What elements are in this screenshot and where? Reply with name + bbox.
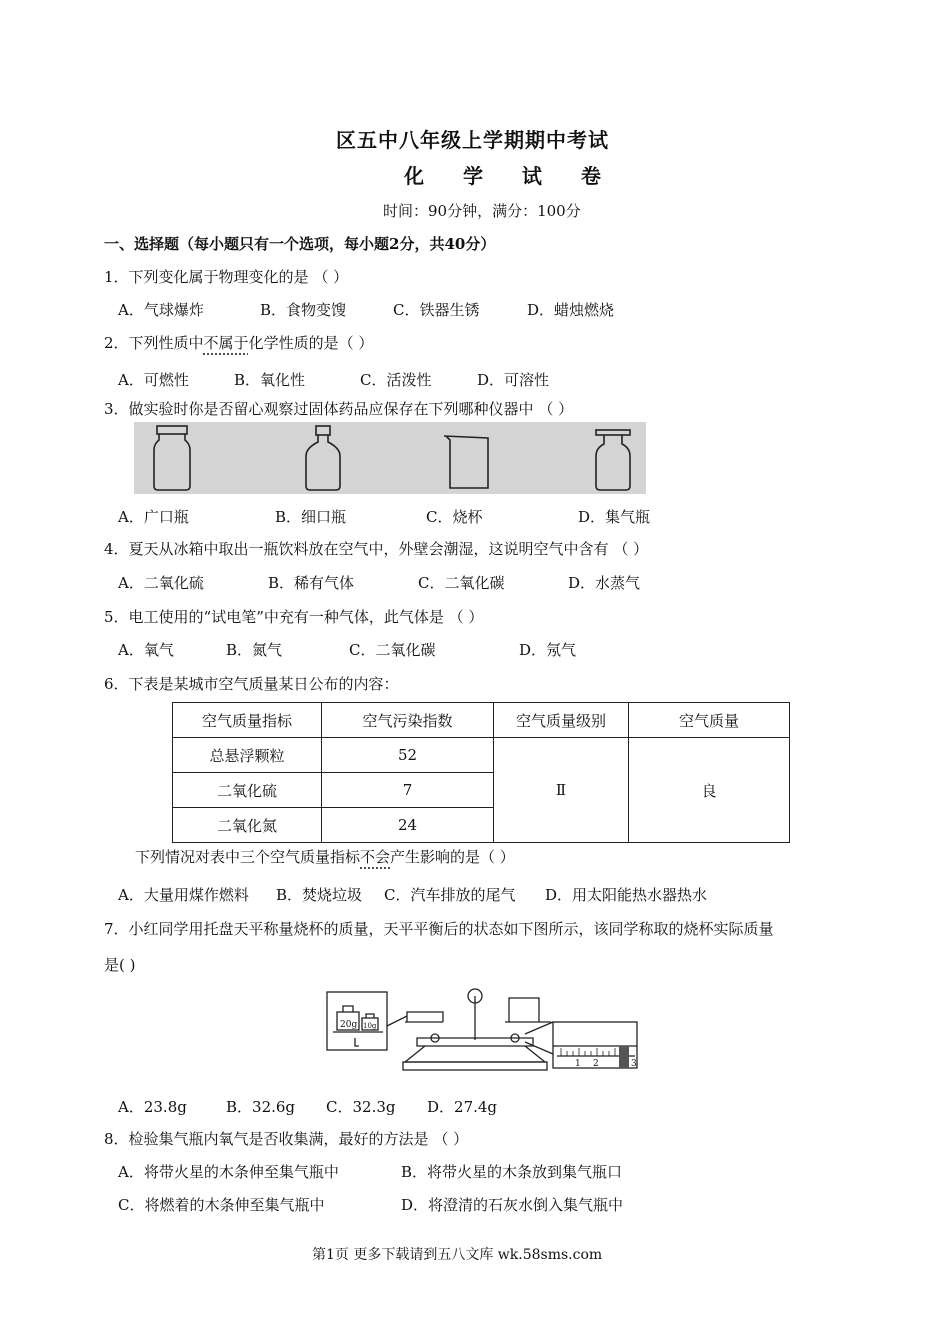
scale-label-1: 1 — [575, 1059, 581, 1069]
weight-20g-label: 20g — [340, 1020, 358, 1030]
table-cell: 二氧化氮 — [173, 808, 322, 843]
q3-option-c: C．烧杯 — [426, 508, 483, 526]
q3-option-a: A．广口瓶 — [118, 508, 189, 526]
q6-followup-emphasis: 不会 — [360, 848, 391, 866]
q8-option-c: C．将燃着的木条伸至集气瓶中 — [118, 1196, 325, 1214]
q8-option-d: D．将澄清的石灰水倒入集气瓶中 — [401, 1196, 624, 1214]
question-3-stem: 3．做实验时你是否留心观察过固体药品应保存在下列哪种仪器中 （ ） — [104, 400, 574, 418]
q6-followup-post: 产生影响的是（ ） — [390, 848, 515, 866]
table-cell: 24 — [322, 808, 494, 843]
air-quality-grade: 良 — [629, 738, 790, 843]
scale-label-3: 3 — [631, 1059, 637, 1069]
q5-option-d: D．氖气 — [519, 641, 577, 659]
q5-option-b: B．氮气 — [226, 641, 283, 659]
q4-option-b: B．稀有气体 — [268, 574, 355, 592]
q6-option-b: B．焚烧垃圾 — [276, 886, 363, 904]
rider-icon — [619, 1046, 629, 1068]
q7-option-c: C．32.3g — [326, 1098, 396, 1116]
q3-option-b: B．细口瓶 — [275, 508, 347, 526]
question-7-stem-line2: 是( ) — [104, 956, 136, 974]
question-2-stem — [104, 332, 373, 353]
q7-option-d: D．27.4g — [427, 1098, 498, 1116]
q7-option-a: A．23.8g — [118, 1098, 187, 1116]
q2-option-c: C．活泼性 — [360, 371, 432, 389]
q2-option-a: A．可燃性 — [118, 371, 189, 389]
exam-meta: 时间：90分钟，满分：100分 — [383, 202, 581, 220]
q7-option-b: B．32.6g — [226, 1098, 296, 1116]
q2-option-b: B．氧化性 — [234, 371, 306, 389]
scale-label-2: 2 — [593, 1059, 599, 1069]
q6-option-a: A．大量用煤作燃料 — [118, 886, 249, 904]
question-7-stem-line1: 7．小红同学用托盘天平称量烧杯的质量，天平平衡后的状态如下图所示，该同学称取的烧杯实际质量 — [104, 920, 774, 938]
table-cell: 7 — [322, 773, 494, 808]
q7-balance-figure — [325, 986, 641, 1078]
q1-option-b: B．食物变馊 — [260, 301, 347, 319]
q2-stem-emphasis: 不属于 — [203, 334, 249, 352]
air-quality-level: Ⅱ — [494, 738, 629, 843]
q6-option-d: D．用太阳能热水器热水 — [545, 886, 708, 904]
table-header: 空气质量 — [629, 703, 790, 738]
q8-option-b: B．将带火星的木条放到集气瓶口 — [401, 1163, 623, 1181]
table-cell: 二氧化硫 — [173, 773, 322, 808]
q1-option-c: C．铁器生锈 — [393, 301, 480, 319]
q2-option-d: D．可溶性 — [477, 371, 550, 389]
table-header: 空气污染指数 — [322, 703, 494, 738]
q6-followup — [135, 846, 515, 867]
q6-option-c: C．汽车排放的尾气 — [384, 886, 516, 904]
question-4-stem: 4．夏天从冰箱中取出一瓶饮料放在空气中，外壁会潮湿，这说明空气中含有 （ ） — [104, 540, 649, 558]
q2-stem-pre: 2．下列性质中 — [104, 334, 204, 352]
air-quality-table — [172, 702, 790, 843]
question-8-stem: 8．检验集气瓶内氧气是否收集满，最好的方法是 （ ） — [104, 1130, 469, 1148]
q4-option-a: A．二氧化硫 — [118, 574, 204, 592]
weight-10g-label: 10g — [363, 1022, 377, 1030]
q8-option-a: A．将带火星的木条伸至集气瓶中 — [118, 1163, 339, 1181]
table-cell: 总悬浮颗粒 — [173, 738, 322, 773]
q1-option-d: D．蜡烛燃烧 — [527, 301, 615, 319]
q3-apparatus-figure — [134, 422, 646, 494]
question-5-stem: 5．电工使用的“试电笔”中充有一种气体，此气体是 （ ） — [104, 608, 484, 626]
table-cell: 52 — [322, 738, 494, 773]
question-6-stem: 6．下表是某城市空气质量某日公布的内容： — [104, 675, 399, 693]
table-header: 空气质量级别 — [494, 703, 629, 738]
page-footer: 第1页 更多下载请到五八文库 wk.58sms.com — [312, 1247, 603, 1263]
question-1-stem: 1．下列变化属于物理变化的是 （ ） — [104, 268, 349, 286]
q1-option-a: A．气球爆炸 — [118, 301, 204, 319]
q5-option-c: C．二氧化碳 — [349, 641, 436, 659]
left-pan-weights-icon — [407, 1012, 443, 1022]
page-subtitle: 化 学 试 卷 — [404, 164, 617, 188]
q2-stem-post: 化学性质的是（ ） — [248, 334, 374, 352]
page-title: 区五中八年级上学期期中考试 — [336, 128, 609, 152]
q4-option-c: C．二氧化碳 — [418, 574, 505, 592]
q3-option-d: D．集气瓶 — [578, 508, 651, 526]
table-header: 空气质量指标 — [173, 703, 322, 738]
q5-option-a: A．氧气 — [118, 641, 174, 659]
section-heading: 一、选择题（每小题只有一个选项，每小题2分，共40分） — [104, 235, 496, 253]
beaker-on-pan-icon — [509, 998, 539, 1022]
q6-followup-pre: 下列情况对表中三个空气质量指标 — [135, 848, 361, 866]
q4-option-d: D．水蒸气 — [568, 574, 641, 592]
